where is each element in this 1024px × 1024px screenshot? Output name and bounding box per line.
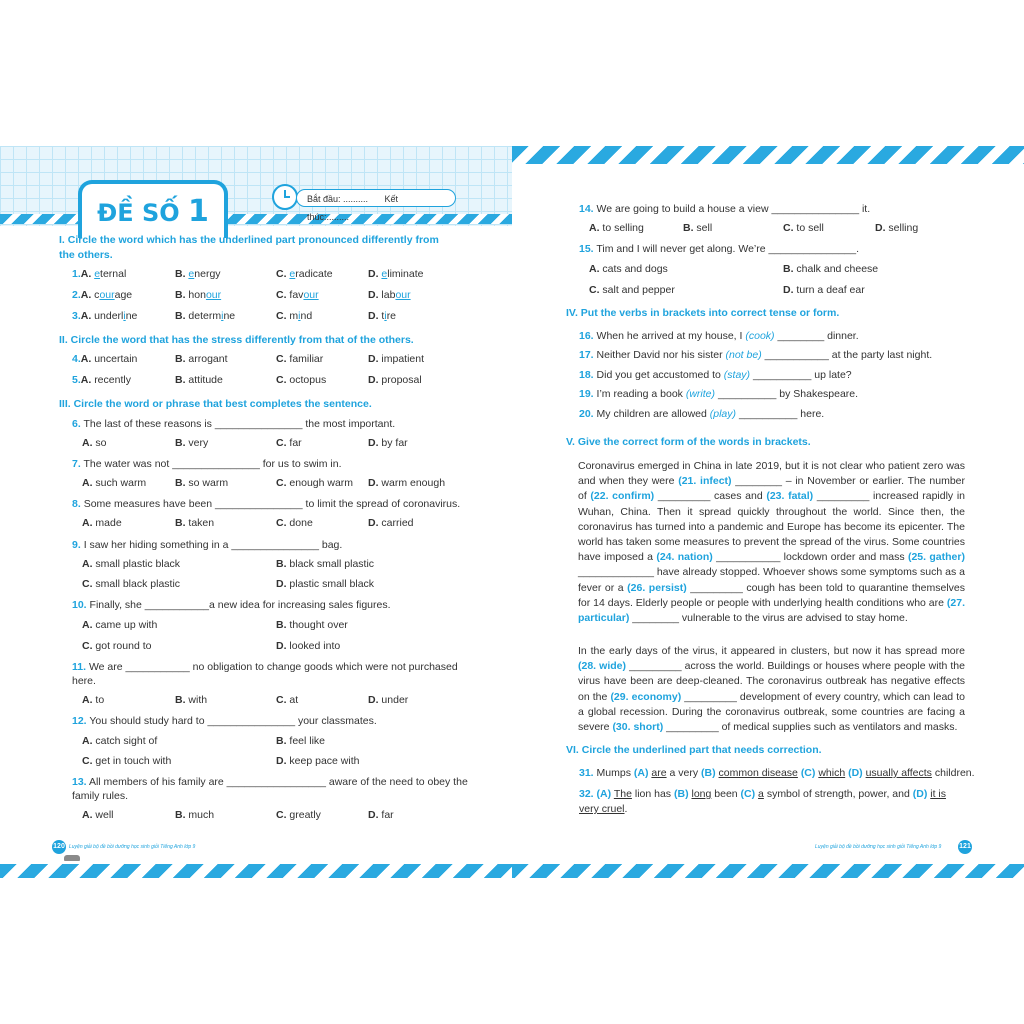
option-b[interactable]: B. black small plastic <box>276 558 375 570</box>
question-5: 5.A. recently <box>72 374 131 386</box>
passage-paragraph-2: In the early days of the virus, it appeared in clusters, but now it has spread more (28. wide) _________ across the world. Buildings or houses where people with the virus have been are deep-cleaned. The coronavirus outbreak has negative effects on the (29. economy) _________ development of every country, which can lead to a global recession. During the coronavirus outbreak, some countries are facing a severe (30. short) _________ of medical supplies such as ventilators and masks. <box>578 645 965 734</box>
option-b[interactable]: B. very <box>175 437 209 449</box>
alarm-clock-icon <box>272 184 298 210</box>
option-c[interactable]: C. familiar <box>276 353 324 365</box>
question-1: 1.A. eternal <box>72 268 127 280</box>
option-c[interactable]: C. got round to <box>82 640 152 652</box>
footer-text-left: Luyện giải bộ đề bồi dưỡng học sinh giỏi Tiếng Anh lớp 9 <box>69 844 196 850</box>
section-heading: II. Circle the word that has the stress differently from that of the others. <box>59 334 414 346</box>
option-b[interactable]: B. honour <box>175 289 222 301</box>
option-a[interactable]: A. small plastic black <box>82 558 181 570</box>
question-32-cont: very cruel. <box>579 803 628 815</box>
option-d[interactable]: D. by far <box>368 437 408 449</box>
option-d[interactable]: D. impatient <box>368 353 425 365</box>
question-18: 18. Did you get accustomed to (stay) __________ up late? <box>579 369 852 381</box>
section-heading: III. Circle the word or phrase that best completes the sentence. <box>59 398 372 410</box>
question-14: 14. We are going to build a house a view _______________ it. <box>579 203 871 215</box>
option-c[interactable]: C. greatly <box>276 809 321 821</box>
question-16: 16. When he arrived at my house, I (cook) ________ dinner. <box>579 330 859 342</box>
section-heading: I. Circle the word which has the underlined part pronounced differently from <box>59 234 439 246</box>
option-b[interactable]: B. feel like <box>276 735 326 747</box>
passage-paragraph-1: Coronavirus emerged in China in late 2019, but it is not clear who patient zero was and when they were (21. infect) ________ – in November or earlier. The number of (22. confirm) _________ cases and (23. fatal) _________ increased rapidly in Wuhan, China. Then it spread quickly throughout the world. Since then, the coronavirus has turned into a pandemic and Europe has become its epicenter. The world has taken some measures to prevent the spread of the virus. Some countries have imposed a (24. nation) ___________ lockdown order and mass (25. gather) _____________ have already stopped. Whoever shows some symptoms such as a fever or a (26. persist) _________ cough has been told to quarantine themselves for 14 days. Elderly people or people with underlying health conditions who are (27. particular) ________ vulnerable to the virus are advised to stay home. <box>578 460 966 625</box>
question-31: 31. Mumps (A) are a very (B) common disease (C) which (D) usually affects children. <box>579 767 975 779</box>
question-17: 17. Neither David nor his sister (not be) ___________ at the party last night. <box>579 349 933 361</box>
option-c[interactable]: C. favour <box>276 289 319 301</box>
page-number-right: 121 <box>958 840 972 854</box>
option-c[interactable]: C. get in touch with <box>82 755 172 767</box>
option-b[interactable]: B. attitude <box>175 374 223 386</box>
option-b[interactable]: B. determine <box>175 310 236 322</box>
question-11: 11. We are ___________ no obligation to change goods which were not purchased <box>72 661 458 673</box>
option-b[interactable]: B. thought over <box>276 619 348 631</box>
option-b[interactable]: B. chalk and cheese <box>783 263 879 275</box>
option-c[interactable]: C. far <box>276 437 302 449</box>
option-d[interactable]: D. tire <box>368 310 397 322</box>
question-8: 8. Some measures have been _______________ to limit the spread of coronavirus. <box>72 498 461 510</box>
option-b[interactable]: B. with <box>175 694 208 706</box>
option-b[interactable]: B. taken <box>175 517 215 529</box>
footer-stripe-right <box>512 864 1024 878</box>
option-d[interactable]: D. eliminate <box>368 268 424 280</box>
option-d[interactable]: D. far <box>368 809 394 821</box>
section-heading: VI. Circle the underlined part that needs correction. <box>566 744 822 756</box>
option-d[interactable]: D. proposal <box>368 374 422 386</box>
option-d[interactable]: D. carried <box>368 517 414 529</box>
question-7: 7. The water was not _______________ for us to swim in. <box>72 458 342 470</box>
question-11-cont: here. <box>72 675 96 687</box>
question-19: 19. I’m reading a book (write) __________ by Shakespeare. <box>579 388 859 400</box>
option-c[interactable]: C. done <box>276 517 313 529</box>
option-d[interactable]: D. keep pace with <box>276 755 360 767</box>
footer-text-right: Luyện giải bộ đề bồi dưỡng học sinh giỏi Tiếng Anh lớp 9 <box>815 844 942 850</box>
option-a[interactable]: A. well <box>82 809 114 821</box>
question-9: 9. I saw her hiding something in a _______________ bag. <box>72 539 343 551</box>
option-c[interactable]: C. small black plastic <box>82 578 181 590</box>
car-icon <box>64 855 80 861</box>
question-10: 10. Finally, she ___________a new idea for increasing sales figures. <box>72 599 391 611</box>
option-c[interactable]: C. octopus <box>276 374 327 386</box>
start-time-label: Bắt đầu: .......... <box>307 194 369 204</box>
question-13-cont: family rules. <box>72 790 129 802</box>
question-13: 13. All members of his family are _________________ aware of the need to obey the <box>72 776 468 788</box>
option-b[interactable]: B. so warm <box>175 477 229 489</box>
question-12: 12. You should study hard to _______________ your classmates. <box>72 715 377 727</box>
option-a[interactable]: A. so <box>82 437 107 449</box>
option-b[interactable]: B. arrogant <box>175 353 228 365</box>
option-d[interactable]: D. under <box>368 694 409 706</box>
header-stripe-right <box>512 146 1024 164</box>
header-stripe-left <box>0 214 512 224</box>
question-15: 15. Tim and I will never get along. We’re _______________. <box>579 243 860 255</box>
option-a[interactable]: A. to <box>82 694 105 706</box>
option-b[interactable]: B. energy <box>175 268 221 280</box>
option-d[interactable]: D. plastic small black <box>276 578 375 590</box>
option-c[interactable]: C. enough warm <box>276 477 354 489</box>
page-number-left: 120 <box>52 840 66 854</box>
option-a[interactable]: A. cats and dogs <box>589 263 668 275</box>
option-a[interactable]: A. to selling <box>589 222 644 234</box>
option-b[interactable]: B. sell <box>683 222 713 234</box>
option-d[interactable]: D. selling <box>875 222 919 234</box>
option-b[interactable]: B. much <box>175 809 215 821</box>
exam-title-tab <box>78 180 228 238</box>
section-heading-cont: the others. <box>59 249 113 261</box>
exam-title <box>82 194 224 229</box>
exam-title-prefix: ĐỀ SỐ <box>97 199 180 227</box>
exam-title-number: 1 <box>188 194 209 229</box>
option-c[interactable]: C. at <box>276 694 299 706</box>
section-heading: V. Give the correct form of the words in brackets. <box>566 436 811 448</box>
question-20: 20. My children are allowed (play) __________ here. <box>579 408 825 420</box>
option-d[interactable]: D. turn a deaf ear <box>783 284 865 296</box>
question-32: 32. (A) The lion has (B) long been (C) a symbol of strength, power, and (D) it is <box>579 788 946 800</box>
question-2: 2.A. courage <box>72 289 133 301</box>
option-a[interactable]: A. came up with <box>82 619 158 631</box>
option-c[interactable]: C. mind <box>276 310 313 322</box>
option-c[interactable]: C. to sell <box>783 222 824 234</box>
question-4: 4.A. uncertain <box>72 353 138 365</box>
option-d[interactable]: D. labour <box>368 289 411 301</box>
time-box <box>296 189 456 222</box>
section-heading: IV. Put the verbs in brackets into correct tense or form. <box>566 307 840 319</box>
option-c[interactable]: C. eradicate <box>276 268 333 280</box>
option-d[interactable]: D. warm enough <box>368 477 446 489</box>
option-d[interactable]: D. looked into <box>276 640 341 652</box>
question-3: 3.A. underline <box>72 310 138 322</box>
option-c[interactable]: C. salt and pepper <box>589 284 675 296</box>
option-a[interactable]: A. made <box>82 517 122 529</box>
footer-stripe-left <box>0 864 512 878</box>
option-a[interactable]: A. such warm <box>82 477 147 489</box>
end-time-label: Kết thúc:......... <box>307 194 399 222</box>
option-a[interactable]: A. catch sight of <box>82 735 158 747</box>
question-6: 6. The last of these reasons is _______________ the most important. <box>72 418 396 430</box>
